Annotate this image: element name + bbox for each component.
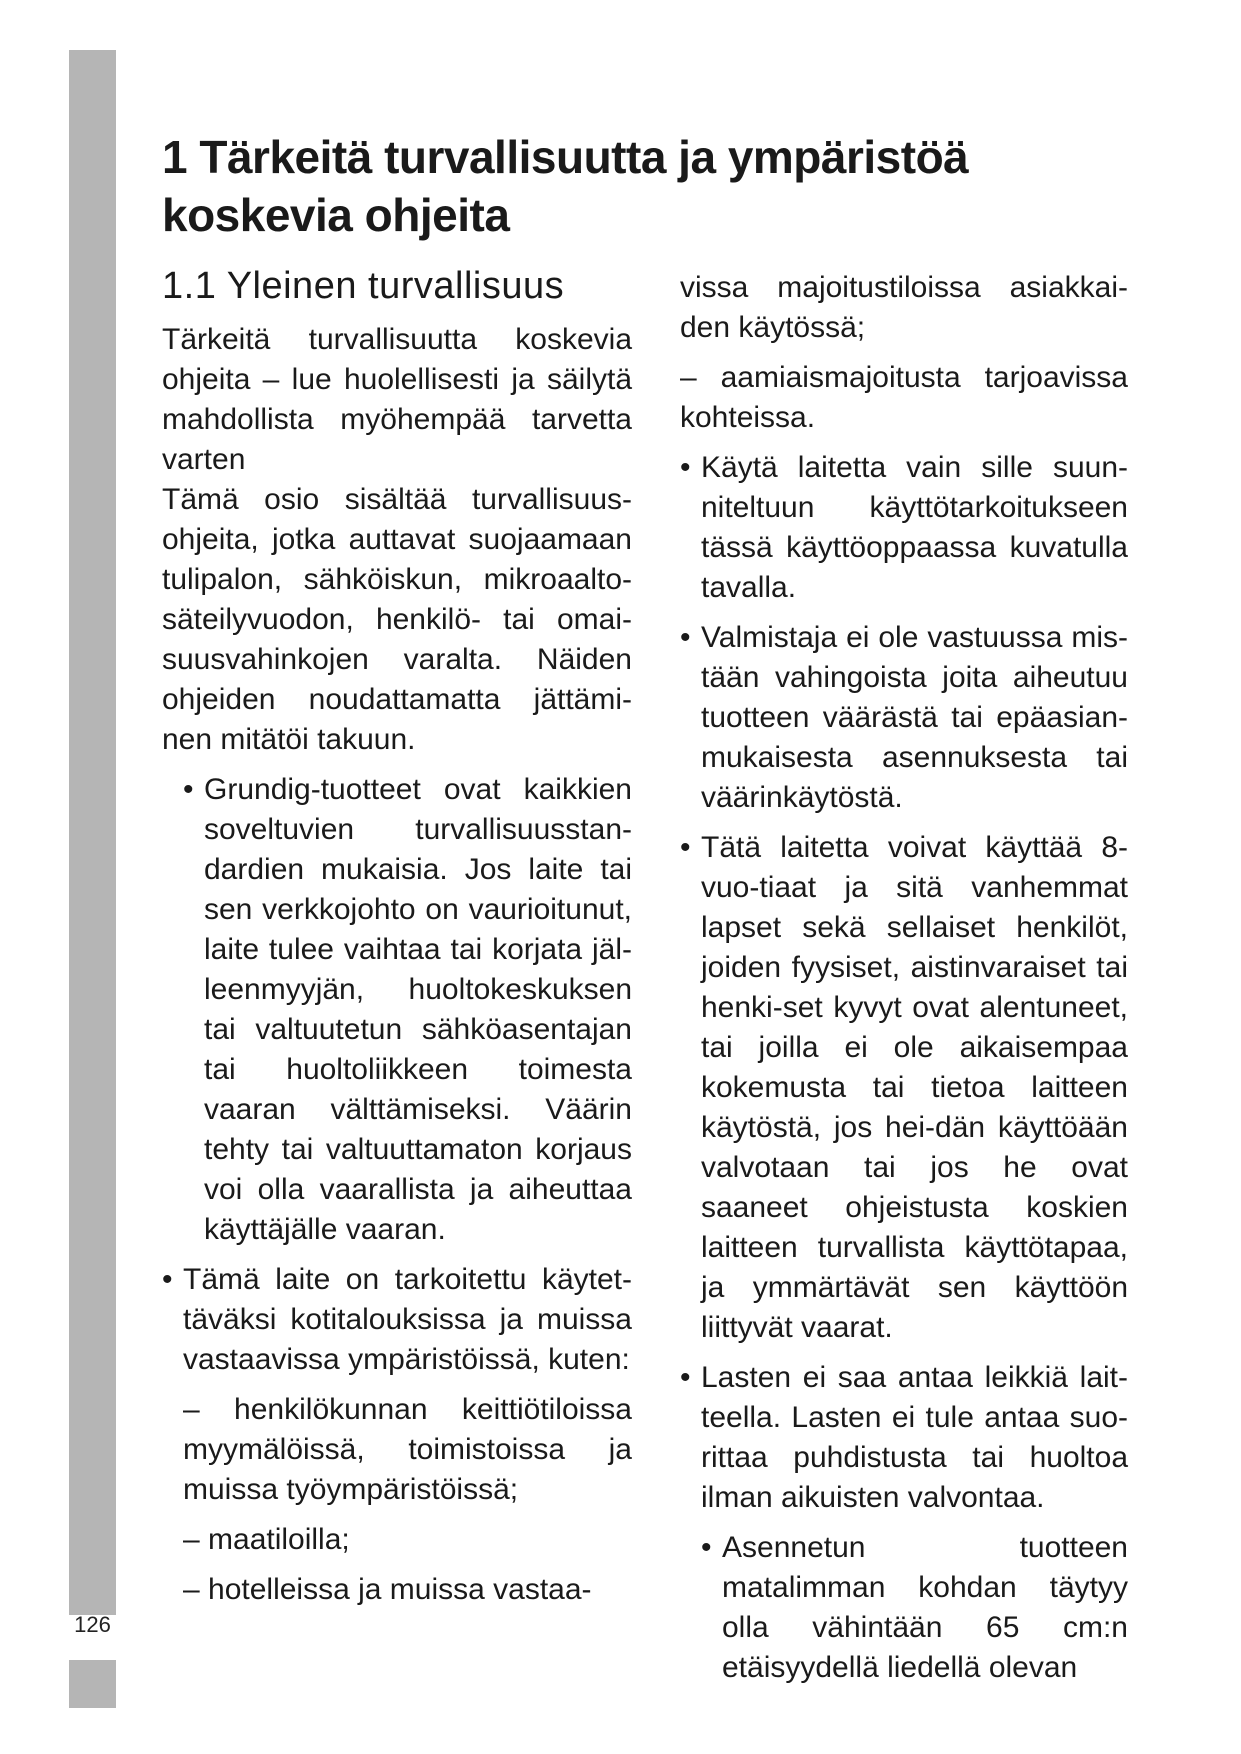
bullet-item: • Tätä laitetta voivat käyttää 8-vuo-tiaat ja sitä vanhemmat lapset sekä sellaiset henkilöt, joiden fyysiset, aistinvaraiset tai henki-set kyvyt ovat alentuneet, tai joilla ei ole aikaisempaa kokemusta tai tietoa laitteen käytöstä, jos hei-dän käyttöään valvotaan tai jos he ovat saaneet ohjeistusta koskien laitteen turvallista käyttötapaa, ja ymmärtävät sen käyttöön liittyvät vaarat.	[680, 828, 1128, 1348]
intro-paragraph: Tärkeitä turvallisuutta koskevia ohjeita – lue huolellisesti ja säilytä mahdollista myöhempää tarvetta varten	[162, 323, 632, 476]
dash-item: – hotelleissa ja muissa vastaa-	[183, 1573, 592, 1606]
continuation-paragraph: vissa majoitustiloissa asiakkai-den käytössä;	[680, 271, 1128, 344]
dash-item: – maatiloilla;	[183, 1523, 350, 1556]
section-title: 1.1 Yleinen turvallisuus	[162, 265, 565, 307]
dash-item: – aamiaismajoitusta tarjoavissa kohteissa.	[680, 361, 1128, 434]
chapter-title: 1 Tärkeitä turvallisuutta ja ympäristöä koskevia ohjeita	[162, 131, 969, 241]
page-number: 126	[74, 1612, 111, 1637]
bullet-item: • Käytä laitetta vain sille suun-niteltuun käyttötarkoitukseen tässä käyttöoppaassa kuvatulla tavalla.	[680, 448, 1128, 608]
bullet-item: • Tämä laite on tarkoitettu käytet-täväksi kotitalouksissa ja muissa vastaavissa ympäristöissä, kuten:	[162, 1260, 632, 1380]
bullet-item: • Asennetun tuotteen matalimman kohdan täytyy olla vähintään 65 cm:n etäisyydellä liedellä olevan	[680, 1528, 1128, 1688]
bullet-item: • Grundig-tuotteet ovat kaikkien soveltuvien turvallisuusstan-dardien mukaisia. Jos laite tai sen verkkojohto on vaurioitunut, laite tulee vaihtaa tai korjata jäl-leenmyyjän, huoltokeskuksen tai valtuutetun sähköasentajan tai huoltoliikkeen toimesta vaaran välttämiseksi. Väärin tehty tai valtuuttamaton korjaus voi olla vaarallista ja aiheuttaa käyttäjälle vaaran.	[162, 770, 632, 1250]
bullet-item: • Valmistaja ei ole vastuussa mis-tään vahingoista joita aiheutuu tuotteen väärästä tai epäasian-mukaisesta asennuksesta tai väärinkäytöstä.	[680, 618, 1128, 818]
right-column	[680, 268, 1128, 1688]
bullet-item: • Lasten ei saa antaa leikkiä lait-teella. Lasten ei tule antaa suo-rittaa puhdistusta tai huoltoa ilman aikuisten valvontaa.	[680, 1358, 1128, 1518]
left-column	[162, 320, 632, 1610]
page-side-bar	[69, 50, 116, 1615]
dash-item: – henkilökunnan keittiötiloissa myymälöissä, toimistoissa ja muissa työympäristöissä;	[183, 1393, 632, 1506]
body-paragraph: Tämä osio sisältää turvallisuus-ohjeita, jotka auttavat suojaamaan tulipalon, sähköiskun, mikroaalto-säteilyvuodon, henkilö- tai omai-suusvahinkojen varalta. Näiden ohjeiden noudattamatta jättämi-nen mitätöi takuun.	[162, 483, 632, 756]
page-side-bar-tab	[69, 1660, 116, 1708]
